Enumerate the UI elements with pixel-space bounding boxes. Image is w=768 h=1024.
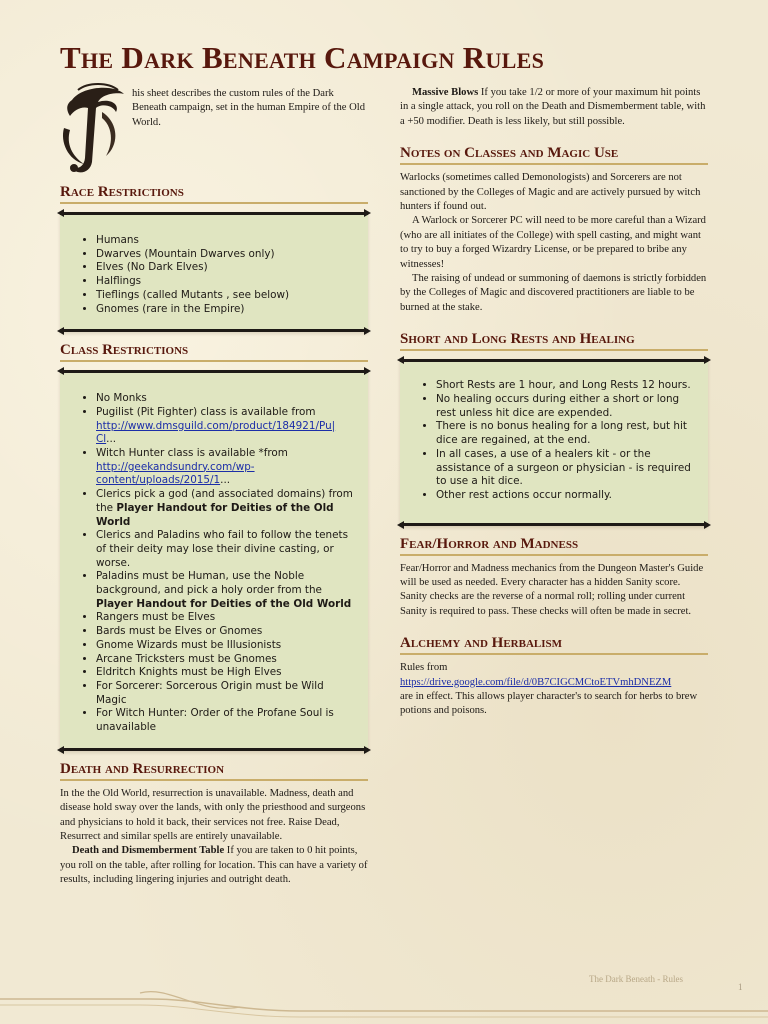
list-item: • Dwarves (Mountain Dwarves only) bbox=[96, 248, 354, 262]
massive-blows-text: If you take 1/2 or more of your maximum hit points in a single attack, you roll on the Death and Dismemberment table, with a +50 modifier. Death is less likely, but still possible. bbox=[400, 87, 706, 127]
fear-paragraph: Fear/Horror and Madness mechanics from the Dungeon Master's Guide will be used as needed. Every character has a hidden Sanity score. Sanity checks are the reverse of a normal roll; rolling under current Sanity is required to pass. These checks will often be made in secret. bbox=[400, 562, 704, 617]
notes-heading: Notes on Classes and Magic Use bbox=[400, 145, 708, 165]
alchemy-paragraph: are in effect. This allows player character's to search for herbs to brew potions and poisons. bbox=[400, 691, 698, 717]
list-item bbox=[96, 488, 354, 529]
witch-hunter-text: Witch Hunter class is available *from bbox=[96, 447, 288, 460]
rests-box bbox=[400, 359, 708, 525]
list-item: • No Monks bbox=[96, 392, 354, 406]
pugilist-link[interactable]: http://www.dmsguild.com/product/184921/Pu| bbox=[96, 419, 336, 432]
list-item: • Rangers must be Elves bbox=[96, 611, 354, 625]
witch-hunter-link-continued bbox=[96, 474, 230, 486]
list-item: • Humans bbox=[96, 234, 354, 248]
ellipsis-text: ... bbox=[106, 433, 117, 446]
list-item: • Bards must be Elves or Gnomes bbox=[96, 625, 354, 639]
death-table-paragraph bbox=[60, 844, 368, 887]
list-item bbox=[96, 447, 354, 488]
list-item: • Clerics and Paladins who fail to follow the tenets of their deity may lose their divine casting, or worse. bbox=[96, 529, 354, 570]
witch-hunter-link[interactable]: http://geekandsundry.com/wp- bbox=[96, 460, 255, 473]
deities-handout-title: Player Handout for Deities of the Old World bbox=[96, 501, 334, 528]
class-list bbox=[60, 392, 368, 735]
fear-horror-heading: Fear/Horror and Madness bbox=[400, 536, 708, 556]
list-item: • For Witch Hunter: Order of the Profane Soul is unavailable bbox=[96, 707, 354, 734]
list-item: • There is no bonus healing for a long rest, but hit dice are regained, at the end. bbox=[436, 420, 694, 447]
massive-blows-title: Massive Blows bbox=[412, 87, 479, 98]
deities-handout-title: Player Handout for Deities of the Old World bbox=[96, 597, 352, 610]
pugilist-text: Pugilist (Pit Fighter) class is available from bbox=[96, 405, 316, 418]
page-title: The Dark Beneath Campaign Rules bbox=[60, 40, 545, 75]
pugilist-link-continued bbox=[96, 433, 116, 445]
list-item: • Arcane Tricksters must be Gnomes bbox=[96, 653, 354, 667]
rests-list bbox=[400, 379, 708, 502]
list-item: • Elves (No Dark Elves) bbox=[96, 261, 354, 275]
notes-paragraph-2: A Warlock or Sorcerer PC will need to be more careful than a Wizard (who are all initiates of the College) with spell casting, and might want to try to buy a forged Wizardry License, or be prepared to bribe any witnesses! bbox=[400, 215, 706, 270]
list-item: • In all cases, a use of a healers kit - or the assistance of a surgeon or physician - is required to use a hit dice. bbox=[436, 448, 694, 489]
pugilist-link-tail[interactable]: Cl bbox=[96, 433, 107, 446]
paladins-text: Paladins must be Human, use the Noble background, and pick a holy order from the bbox=[96, 570, 322, 597]
rests-heading: Short and Long Rests and Healing bbox=[400, 331, 708, 351]
list-item: • Halflings bbox=[96, 275, 354, 289]
list-item: • No healing occurs during either a short or long rest unless hit dice are expended. bbox=[436, 393, 694, 420]
ellipsis-text: ... bbox=[220, 474, 231, 487]
list-item bbox=[96, 406, 354, 447]
death-resurrection-heading: Death and Resurrection bbox=[60, 761, 368, 781]
list-item: • Tieflings (called Mutants , see below) bbox=[96, 289, 354, 303]
alchemy-link-line bbox=[400, 676, 708, 690]
death-table-text: If you are taken to 0 hit points, you roll on the table, after rolling for location. This can have a variety of results, including lingering injuries and outright death. bbox=[60, 845, 368, 886]
clerics-text: Clerics pick a god (and associated domains) from the bbox=[96, 488, 353, 514]
alchemy-intro: Rules from bbox=[400, 662, 448, 674]
left-column bbox=[60, 86, 368, 888]
footer-ornament-icon bbox=[0, 985, 768, 1024]
footer-text: The Dark Beneath - Rules bbox=[589, 974, 683, 984]
massive-blows-paragraph bbox=[400, 86, 708, 129]
death-paragraph: In the the Old World, resurrection is unavailable. Madness, death and disease hold sway over the lands, with only the priesthood and surgeons and physicians to hold it back, their services not free. Raise Dead, Resurrect and similar spells are entirely unavailable. bbox=[60, 787, 366, 843]
alchemy-heading: Alchemy and Herbalism bbox=[400, 635, 708, 655]
intro-paragraph: his sheet describes the custom rules of the Dark Beneath campaign, set in the human Empire of the Old World. bbox=[132, 88, 365, 128]
witch-hunter-link-tail[interactable]: content/uploads/2015/1 bbox=[96, 474, 221, 487]
list-item: • Short Rests are 1 hour, and Long Rests 12 hours. bbox=[436, 379, 694, 393]
intro-section bbox=[60, 86, 368, 182]
list-item: • For Sorcerer: Sorcerous Origin must be Wild Magic bbox=[96, 680, 354, 707]
death-table-title: Death and Dismemberment Table bbox=[72, 845, 225, 857]
class-restrictions-box bbox=[60, 370, 368, 751]
race-restrictions-heading: Race Restrictions bbox=[60, 184, 368, 204]
list-item: • Gnome Wizards must be Illusionists bbox=[96, 639, 354, 653]
right-column bbox=[400, 86, 708, 719]
race-list bbox=[60, 234, 368, 316]
list-item bbox=[96, 570, 354, 611]
notes-paragraph-3: The raising of undead or summoning of daemons is strictly forbidden by the Colleges of Magic and discovered practitioners are liable to be burned at the stake. bbox=[400, 273, 707, 313]
race-restrictions-box bbox=[60, 212, 368, 332]
list-item: • Eldritch Knights must be High Elves bbox=[96, 666, 354, 680]
notes-paragraph-1: Warlocks (sometimes called Demonologists) and Sorcerers are not sanctioned by the Colleges of Magic and are actively pursued by witch hunters if found out. bbox=[400, 172, 701, 213]
alchemy-link[interactable]: https://drive.google.com/file/d/0B7CIGCMCtoETVmhDNEZM bbox=[400, 676, 672, 688]
page-number: 1 bbox=[738, 982, 743, 992]
dropcap-t-icon bbox=[58, 82, 130, 178]
list-item: • Other rest actions occur normally. bbox=[436, 489, 694, 503]
class-restrictions-heading: Class Restrictions bbox=[60, 342, 368, 362]
list-item: • Gnomes (rare in the Empire) bbox=[96, 303, 354, 317]
